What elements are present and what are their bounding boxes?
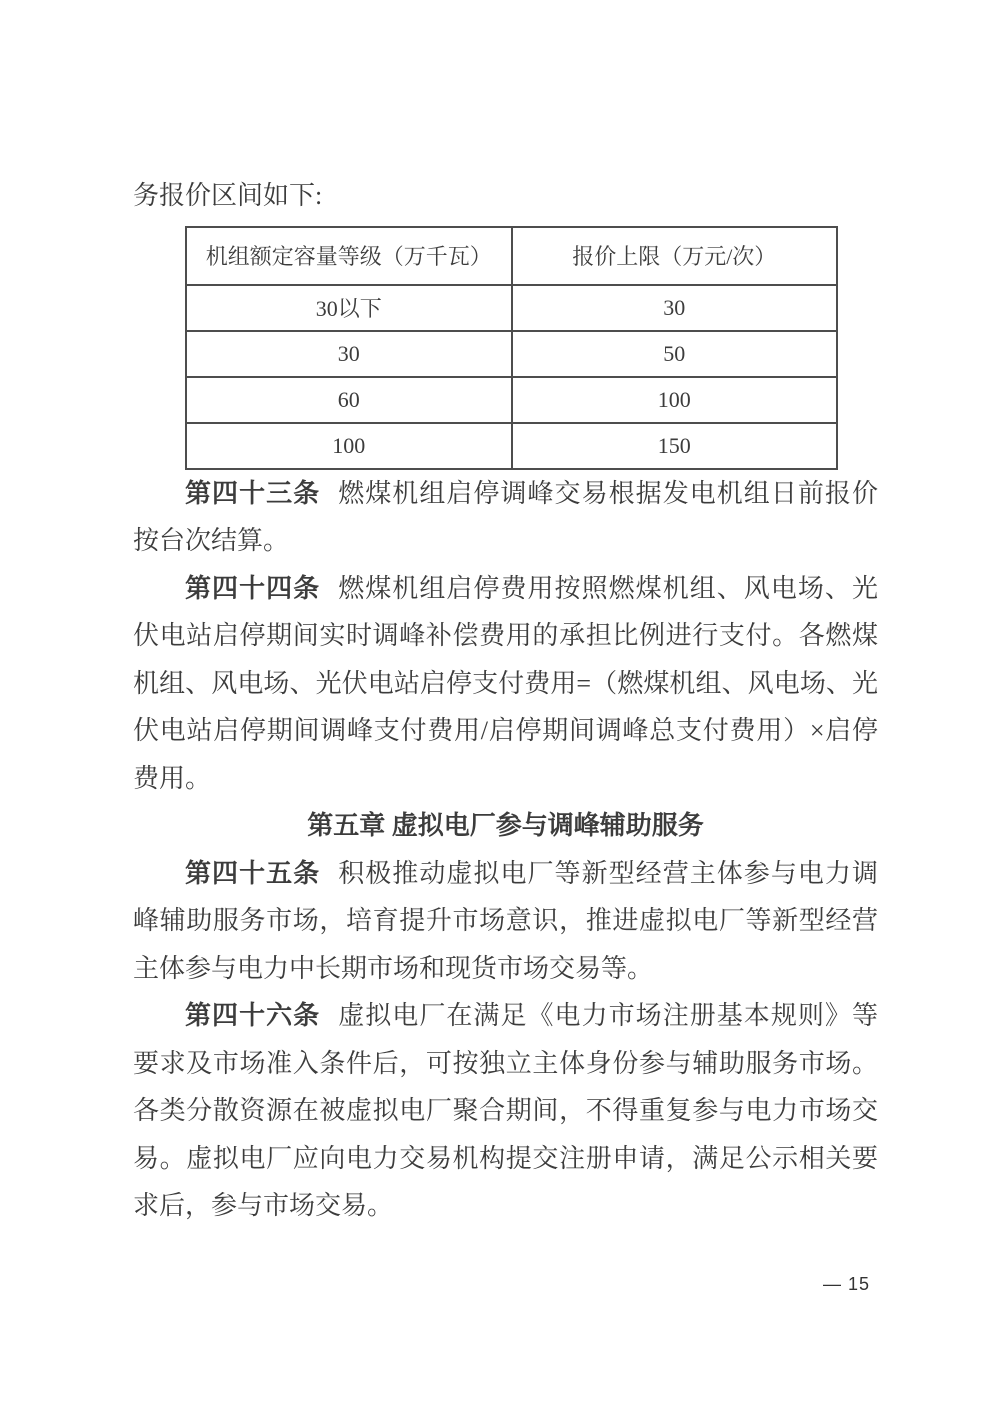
intro-line: 务报价区间如下: bbox=[133, 181, 323, 210]
pricing-table-header bbox=[186, 227, 837, 285]
table-cell-price: 30 bbox=[512, 285, 838, 331]
article-43-paragraph bbox=[133, 470, 878, 565]
table-row bbox=[186, 285, 837, 331]
article-44-body: 燃煤机组启停费用按照燃煤机组、风电场、光伏电站启停期间实时调峰补偿费用的承担比例进行支付。各燃煤机组、风电场、光伏电站启停支付费用=（燃煤机组、风电场、光伏电站启停期间调峰支付费用/启停期间调峰总支付费用）×启停费用。 bbox=[133, 573, 878, 793]
article-44-paragraph bbox=[133, 565, 878, 803]
table-cell-price: 50 bbox=[512, 331, 838, 377]
table-header-capacity: 机组额定容量等级（万千瓦） bbox=[186, 227, 512, 285]
article-44-number: 第四十四条 bbox=[185, 573, 321, 603]
article-45-paragraph bbox=[133, 850, 878, 993]
table-row bbox=[186, 377, 837, 423]
table-cell-capacity: 30以下 bbox=[186, 285, 512, 331]
pricing-table bbox=[185, 226, 838, 470]
pricing-table-body bbox=[186, 285, 837, 469]
table-header-price-cap: 报价上限（万元/次） bbox=[512, 227, 838, 285]
table-row bbox=[186, 331, 837, 377]
page-number: — 15 bbox=[822, 1274, 870, 1294]
article-45-number: 第四十五条 bbox=[185, 858, 321, 888]
article-46-body: 虚拟电厂在满足《电力市场注册基本规则》等要求及市场准入条件后，可按独立主体身份参与辅助服务市场。各类分散资源在被虚拟电厂聚合期间，不得重复参与电力市场交易。虚拟电厂应向电力交易机构提交注册申请，满足公示相关要求后，参与市场交易。 bbox=[133, 1001, 878, 1220]
article-46-number: 第四十六条 bbox=[185, 1001, 321, 1030]
article-45-body: 积极推动虚拟电厂等新型经营主体参与电力调峰辅助服务市场，培育提升市场意识，推进虚拟电厂等新型经营主体参与电力中长期市场和现货市场交易等。 bbox=[133, 858, 878, 983]
table-cell-price: 100 bbox=[512, 377, 838, 423]
table-header-row bbox=[186, 227, 837, 285]
table-row bbox=[186, 423, 837, 469]
article-43-number: 第四十三条 bbox=[185, 478, 321, 508]
table-cell-capacity: 30 bbox=[186, 331, 512, 377]
table-cell-capacity: 60 bbox=[186, 377, 512, 423]
chapter-5-heading: 第五章 虚拟电厂参与调峰辅助服务 bbox=[307, 811, 704, 840]
article-46-paragraph bbox=[133, 992, 878, 1230]
table-cell-price: 150 bbox=[512, 423, 838, 469]
document-content bbox=[133, 172, 878, 1230]
article-43-body: 燃煤机组启停调峰交易根据发电机组日前报价按台次结算。 bbox=[133, 478, 878, 555]
table-cell-capacity: 100 bbox=[186, 423, 512, 469]
